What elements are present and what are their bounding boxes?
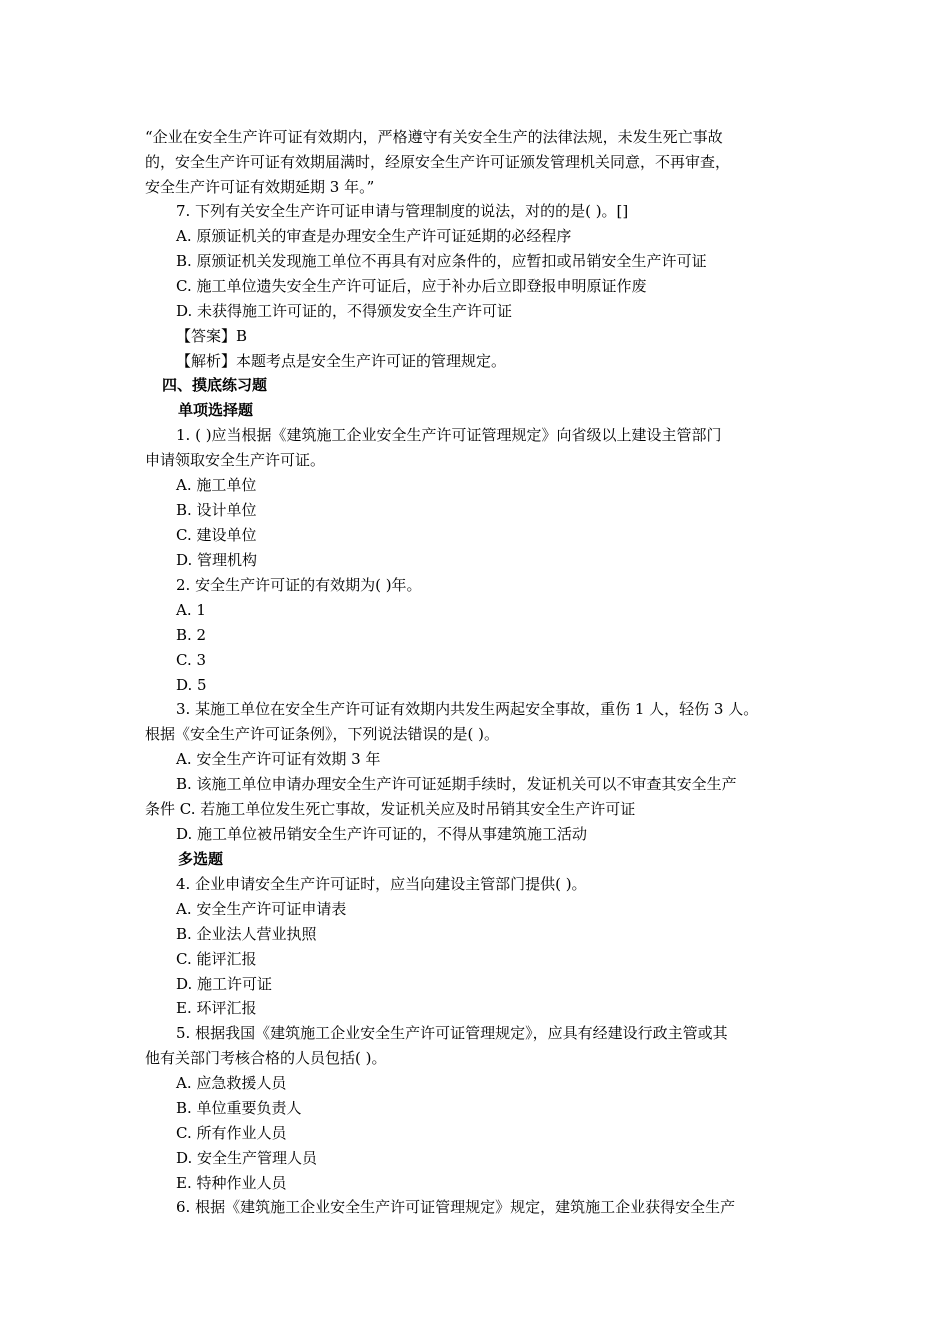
answer: 【答案】B — [176, 327, 248, 345]
question-5: 5. 根据我国《建筑施工企业安全生产许可证管理规定》，应具有经建设行政主管或其 — [176, 1024, 728, 1042]
option-a: A. 1 — [176, 601, 206, 619]
question-4: 4. 企业申请安全生产许可证时，应当向建设主管部门提供( )。 — [176, 875, 587, 893]
option-c: C. 能评汇报 — [176, 950, 257, 968]
question-2: 2. 安全生产许可证的有效期为( )年。 — [176, 576, 422, 594]
option-c: C. 所有作业人员 — [176, 1124, 287, 1142]
option-a: A. 应急救援人员 — [176, 1074, 287, 1092]
option-d: D. 施工单位被吊销安全生产许可证的，不得从事建筑施工活动 — [176, 825, 588, 843]
paragraph-quote-line: 的，安全生产许可证有效期届满时，经原安全生产许可证颁发管理机关同意，不再审查， — [145, 153, 731, 171]
option-a: A. 安全生产许可证申请表 — [176, 900, 347, 918]
option-b-cont: 条件 C. 若施工单位发生死亡事故，发证机关应及时吊销其安全生产许可证 — [145, 800, 636, 818]
paragraph-quote-line: 安全生产许可证有效期延期 3 年。” — [145, 178, 375, 196]
question-1: 1. ( )应当根据《建筑施工企业安全生产许可证管理规定》向省级以上建设主管部门 — [176, 426, 722, 444]
option-e: E. 特种作业人员 — [176, 1174, 287, 1192]
paragraph-quote-line: “企业在安全生产许可证有效期内，严格遵守有关安全生产的法律法规，未发生死亡事故 — [145, 128, 723, 146]
option-a: A. 安全生产许可证有效期 3 年 — [176, 750, 381, 768]
subsection-heading-multiple-choice: 多选题 — [178, 850, 224, 868]
option-c: C. 3 — [176, 651, 207, 669]
option-d: D. 5 — [176, 676, 207, 694]
question-3: 3. 某施工单位在安全生产许可证有效期内共发生两起安全事故，重伤 1 人，轻伤 3 人。 — [176, 700, 759, 718]
option-d: D. 管理机构 — [176, 551, 258, 569]
option-b: B. 原颁证机关发现施工单位不再具有对应条件的，应暂扣或吊销安全生产许可证 — [176, 252, 707, 270]
option-b: B. 设计单位 — [176, 501, 257, 519]
option-d: D. 施工许可证 — [176, 975, 273, 993]
option-a: A. 原颁证机关的审查是办理安全生产许可证延期的必经程序 — [176, 227, 572, 245]
question-5-cont: 他有关部门考核合格的人员包括( )。 — [145, 1049, 387, 1067]
analysis: 【解析】本题考点是安全生产许可证的管理规定。 — [176, 352, 507, 370]
section-heading: 四、摸底练习题 — [162, 376, 268, 394]
option-c: C. 施工单位遗失安全生产许可证后，应于补办后立即登报申明原证作废 — [176, 277, 647, 295]
option-d: D. 未获得施工许可证的，不得颁发安全生产许可证 — [176, 302, 513, 320]
option-d: D. 安全生产管理人员 — [176, 1149, 318, 1167]
option-b: B. 2 — [176, 626, 207, 644]
option-b: B. 该施工单位申请办理安全生产许可证延期手续时，发证机关可以不审查其安全生产 — [176, 775, 737, 793]
question-3-cont: 根据《安全生产许可证条例》，下列说法错误的是( )。 — [145, 725, 499, 743]
subsection-heading-single-choice: 单项选择题 — [178, 401, 254, 419]
option-e: E. 环评汇报 — [176, 999, 257, 1017]
option-a: A. 施工单位 — [176, 476, 257, 494]
option-c: C. 建设单位 — [176, 526, 257, 544]
option-b: B. 企业法人营业执照 — [176, 925, 317, 943]
option-b: B. 单位重要负责人 — [176, 1099, 302, 1117]
question-1-cont: 申请领取安全生产许可证。 — [145, 451, 326, 469]
question-7: 7. 下列有关安全生产许可证申请与管理制度的说法，对的的是( )。[] — [176, 202, 629, 220]
question-6: 6. 根据《建筑施工企业安全生产许可证管理规定》规定，建筑施工企业获得安全生产 — [176, 1198, 736, 1216]
